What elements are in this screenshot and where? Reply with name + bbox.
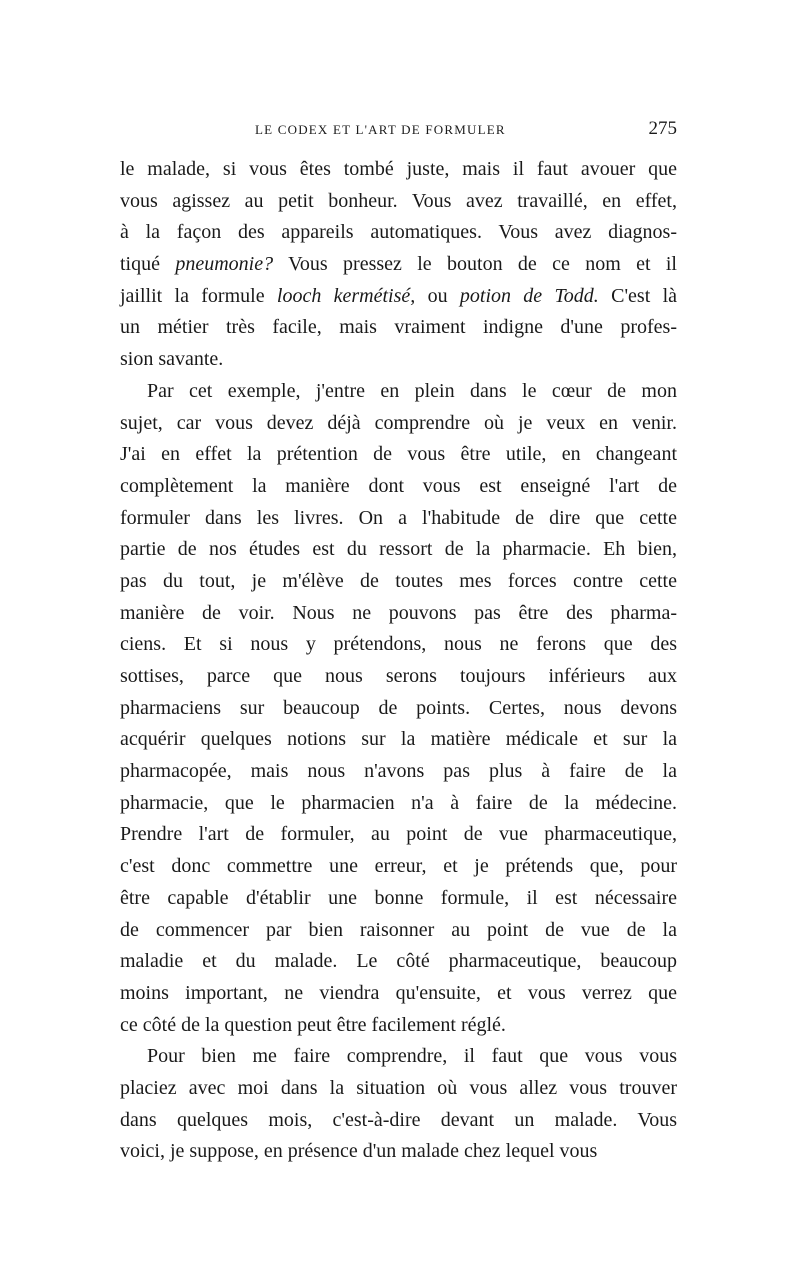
text-line: J'ai en effet la prétention de vous être utile, en changeant (120, 443, 677, 466)
text-line: le malade, si vous êtes tombé juste, mais il faut avouer que (120, 158, 677, 180)
text-line: complètement la manière dont vous est enseigné l'art de (120, 474, 677, 497)
paragraph (120, 376, 677, 1041)
text-line (120, 249, 677, 281)
text-line: partie de nos études est du ressort de la pharmacie. Eh bien, (120, 538, 677, 561)
text-line (120, 281, 677, 313)
text-line: Pour bien me faire comprendre, il faut que vous vous (147, 1045, 677, 1068)
running-title: LE CODEX ET L'ART DE FORMULER (255, 122, 506, 137)
paragraph (120, 154, 677, 376)
text-line: de commencer par bien raisonner au point de vue de la (120, 918, 677, 941)
text-line: dans quelques mois, c'est-à-dire devant un malade. Vous (120, 1108, 677, 1131)
text-line: pas du tout, je m'élève de toutes mes forces contre cette (120, 569, 677, 592)
text-line: voici, je suppose, en présence d'un malade chez lequel vous (120, 1140, 598, 1163)
text-segment: ou (415, 284, 460, 307)
text-line: moins important, ne viendra qu'ensuite, et vous verrez que (120, 981, 677, 1004)
italic-term: pneumonie? (175, 253, 274, 276)
text-segment: jaillit la formule (120, 284, 277, 307)
italic-term: potion de Todd. (459, 284, 599, 307)
text-line: placiez avec moi dans la situation où vous allez vous trouver (120, 1076, 677, 1099)
text-line: à la façon des appareils automatiques. Vous avez diagnos- (120, 221, 677, 244)
text-line: ce côté de la question peut être facilement réglé. (120, 1013, 506, 1036)
text-line: pharmacie, que le pharmacien n'a à faire de la médecine. (120, 791, 677, 814)
text-line: ciens. Et si nous y prétendons, nous ne ferons que des (120, 633, 677, 656)
text-line: acquérir quelques notions sur la matière médicale et sur la (120, 728, 677, 751)
body-text (120, 154, 677, 1168)
text-line: sion savante. (120, 348, 224, 371)
text-line: sottises, parce que nous serons toujours inférieurs aux (120, 665, 677, 687)
text-line: pharmacopée, mais nous n'avons pas plus à faire de la (120, 760, 677, 783)
text-line: c'est donc commettre une erreur, et je prétends que, pour (120, 855, 677, 878)
text-line: manière de voir. Nous ne pouvons pas être des pharma- (120, 601, 677, 624)
text-line: un métier très facile, mais vraiment indigne d'une profes- (120, 316, 677, 339)
text-line: Par cet exemple, j'entre en plein dans le cœur de mon (147, 379, 677, 402)
text-line: vous agissez au petit bonheur. Vous avez travaillé, en effet, (120, 189, 677, 212)
text-line: sujet, car vous devez déjà comprendre où je veux en venir. (120, 411, 677, 434)
text-line: être capable d'établir une bonne formule, il est nécessaire (120, 886, 677, 909)
italic-term: looch kermétisé, (276, 284, 416, 307)
text-segment: tiqué (120, 253, 176, 276)
paragraph (120, 1041, 677, 1168)
text-line: Prendre l'art de formuler, au point de vue pharmaceutique, (120, 823, 677, 846)
text-segment: C'est là (598, 284, 678, 307)
text-line: pharmaciens sur beaucoup de points. Certes, nous devons (120, 696, 677, 719)
text-segment: Vous pressez le bouton de ce nom et il (273, 253, 677, 276)
text-line: maladie et du malade. Le côté pharmaceutique, beaucoup (120, 950, 677, 973)
page-number: 275 (648, 118, 677, 139)
book-page (120, 118, 677, 1168)
page-header (120, 118, 677, 146)
text-line: formuler dans les livres. On a l'habitude de dire que cette (120, 506, 677, 529)
